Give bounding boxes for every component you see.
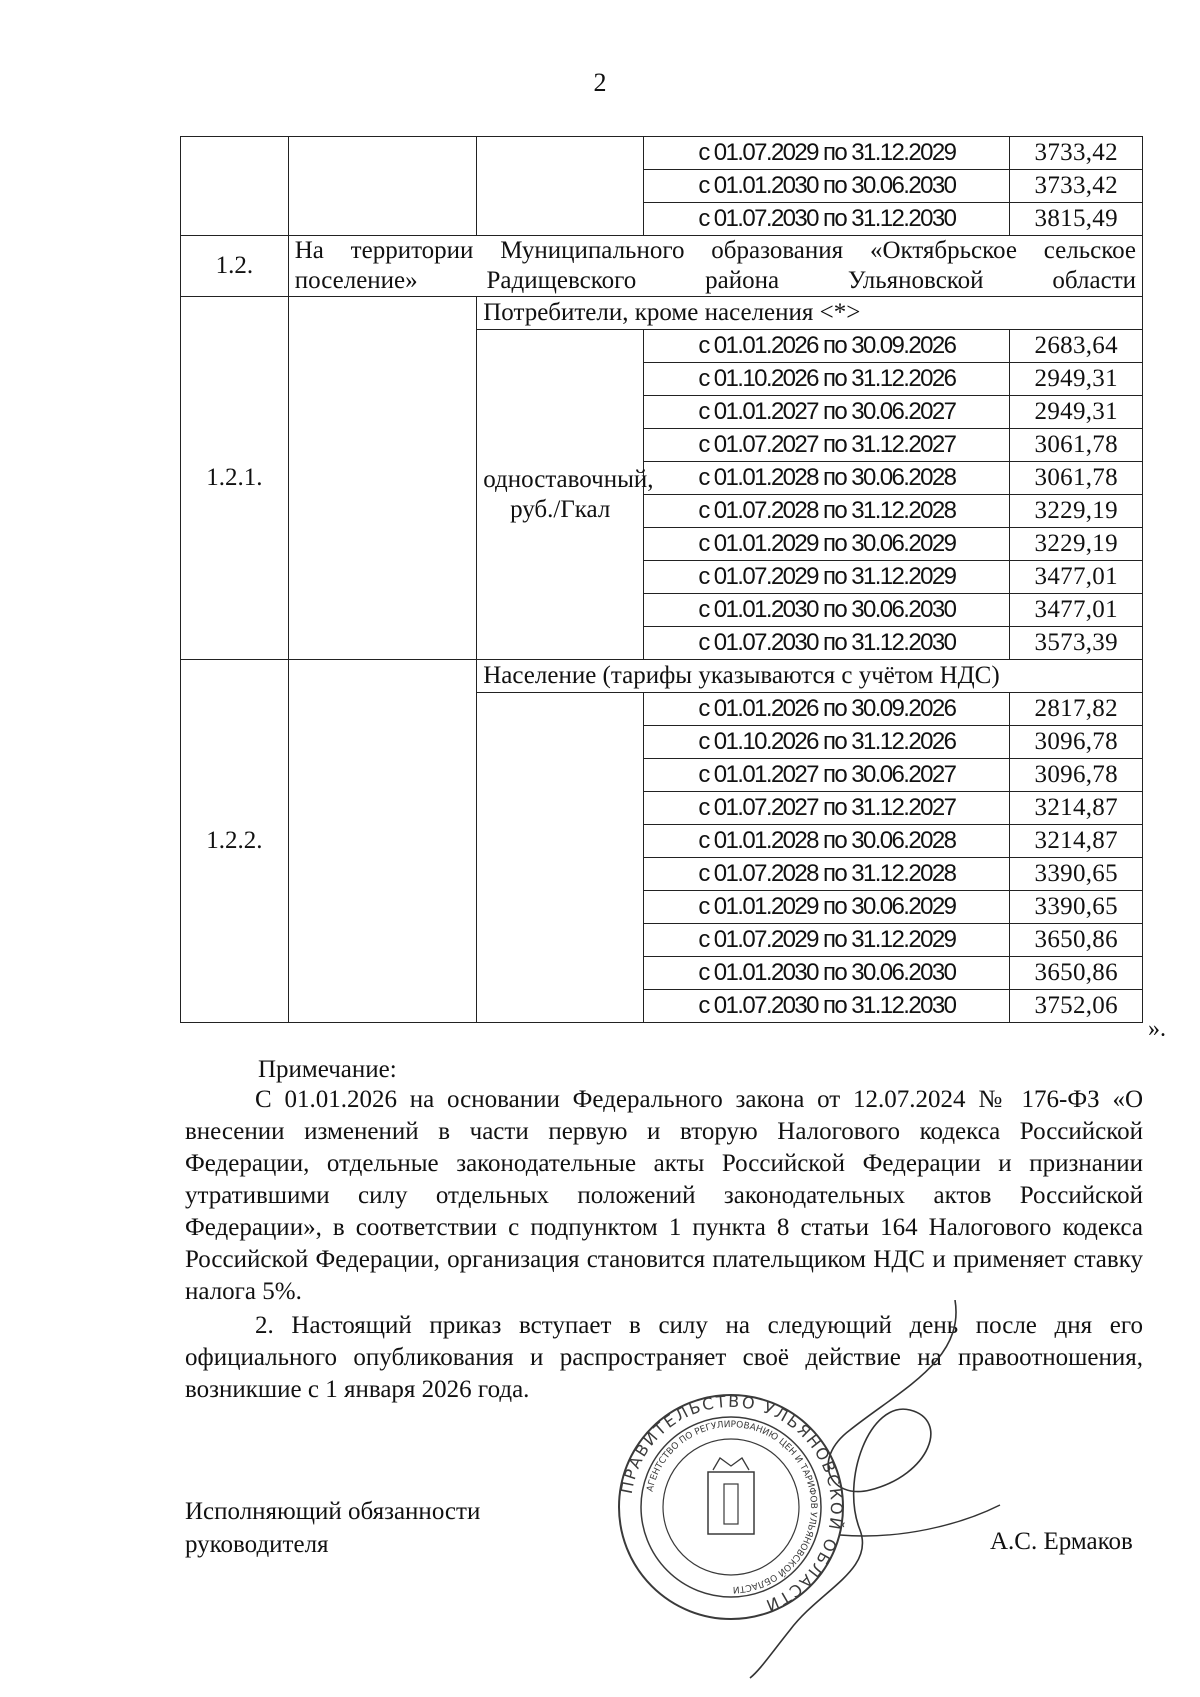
position-line-2: руководителя bbox=[185, 1531, 329, 1558]
section-heading: Потребители, кроме населения <*> bbox=[477, 297, 1143, 330]
tariff-value: 3390,65 bbox=[1010, 891, 1143, 924]
signatory-position bbox=[185, 1495, 480, 1561]
period-cell: с 01.01.2030 по 30.06.2030 bbox=[644, 594, 1010, 627]
period-cell: с 01.07.2029 по 31.12.2029 bbox=[644, 137, 1010, 170]
empty-cell bbox=[288, 660, 477, 1023]
period-cell: с 01.01.2027 по 30.06.2027 bbox=[644, 759, 1010, 792]
closing-quote: ». bbox=[1148, 1016, 1166, 1042]
period-cell: с 01.01.2027 по 30.06.2027 bbox=[644, 396, 1010, 429]
empty-cell bbox=[181, 137, 289, 236]
section-title: На территории Муниципального образования «Октябрьское сельское поселение» Радищевского района Ульяновской области bbox=[288, 236, 1142, 297]
empty-cell bbox=[477, 137, 644, 236]
tariff-value: 3061,78 bbox=[1010, 429, 1143, 462]
clause-2: 2. Настоящий приказ вступает в силу на следующий день после дня его официального опубликования и распространяет своё действие на правоотношения, возникшие с 1 января 2026 года. bbox=[185, 1312, 1143, 1403]
section-number: 1.2. bbox=[181, 236, 289, 297]
tariff-value: 3573,39 bbox=[1010, 627, 1143, 660]
period-cell: с 01.10.2026 по 31.12.2026 bbox=[644, 363, 1010, 396]
period-cell: с 01.01.2030 по 30.06.2030 bbox=[644, 957, 1010, 990]
tariff-value: 2683,64 bbox=[1010, 330, 1143, 363]
tariff-value: 3650,86 bbox=[1010, 957, 1143, 990]
period-cell: с 01.07.2028 по 31.12.2028 bbox=[644, 858, 1010, 891]
period-cell: с 01.01.2028 по 30.06.2028 bbox=[644, 825, 1010, 858]
period-cell: с 01.01.2029 по 30.06.2029 bbox=[644, 528, 1010, 561]
tariff-value: 3214,87 bbox=[1010, 792, 1143, 825]
svg-text:ПРАВИТЕЛЬСТВО УЛЬЯНОВСКОЙ ОБЛА: ПРАВИТЕЛЬСТВО УЛЬЯНОВСКОЙ ОБЛАСТИ bbox=[616, 1392, 846, 1616]
empty-cell bbox=[288, 137, 477, 236]
period-cell: с 01.07.2027 по 31.12.2027 bbox=[644, 792, 1010, 825]
tariff-value: 3229,19 bbox=[1010, 495, 1143, 528]
tariff-value: 3229,19 bbox=[1010, 528, 1143, 561]
tariff-value: 3733,42 bbox=[1010, 137, 1143, 170]
table-row bbox=[181, 297, 1143, 330]
page-number: 2 bbox=[593, 68, 607, 97]
section-number: 1.2.1. bbox=[181, 297, 289, 660]
tariff-value: 3214,87 bbox=[1010, 825, 1143, 858]
period-cell: с 01.10.2026 по 31.12.2026 bbox=[644, 726, 1010, 759]
section-number: 1.2.2. bbox=[181, 660, 289, 1023]
period-cell: с 01.01.2029 по 30.06.2029 bbox=[644, 891, 1010, 924]
period-cell: с 01.07.2030 по 31.12.2030 bbox=[644, 990, 1010, 1023]
tariff-value: 3815,49 bbox=[1010, 203, 1143, 236]
period-cell: с 01.01.2026 по 30.09.2026 bbox=[644, 330, 1010, 363]
official-stamp bbox=[616, 1392, 846, 1622]
tariff-value: 3096,78 bbox=[1010, 726, 1143, 759]
period-cell: с 01.07.2029 по 31.12.2029 bbox=[644, 924, 1010, 957]
period-cell: с 01.07.2029 по 31.12.2029 bbox=[644, 561, 1010, 594]
tariff-value: 2949,31 bbox=[1010, 396, 1143, 429]
tariff-table bbox=[180, 136, 1143, 1023]
section-heading: Население (тарифы указываются с учётом НДС) bbox=[477, 660, 1143, 693]
period-cell: с 01.01.2028 по 30.06.2028 bbox=[644, 462, 1010, 495]
tariff-value: 3096,78 bbox=[1010, 759, 1143, 792]
period-cell: с 01.01.2026 по 30.09.2026 bbox=[644, 693, 1010, 726]
table-row bbox=[181, 660, 1143, 693]
tariff-value: 3477,01 bbox=[1010, 594, 1143, 627]
empty-cell bbox=[288, 297, 477, 660]
tariff-value: 2949,31 bbox=[1010, 363, 1143, 396]
table-row bbox=[181, 137, 1143, 170]
unit-cell: одноставочный, руб./Гкал bbox=[477, 330, 644, 660]
period-cell: с 01.07.2027 по 31.12.2027 bbox=[644, 429, 1010, 462]
position-line-1: Исполняющий обязанности bbox=[185, 1498, 481, 1525]
table-row bbox=[181, 236, 1143, 297]
note-title: Примечание: bbox=[258, 1056, 397, 1083]
tariff-value: 3477,01 bbox=[1010, 561, 1143, 594]
tariff-value: 3390,65 bbox=[1010, 858, 1143, 891]
empty-cell bbox=[477, 693, 644, 1023]
tariff-value: 2817,82 bbox=[1010, 693, 1143, 726]
period-cell: с 01.01.2030 по 30.06.2030 bbox=[644, 170, 1010, 203]
note-text: С 01.01.2026 на основании Федерального закона от 12.07.2024 № 176-ФЗ «О внесении изменений в части первую и вторую Налогового кодекса Российской Федерации, отдельные законодательные акты Российской Федерации и признании утратившими силу отдельных положений законодательных актов Российской Федерации», в соответствии с подпунктом 1 пункта 8 статьи 164 Налогового кодекса Российской Федерации, организация становится плательщиком НДС и применяет ставку налога 5%. bbox=[185, 1086, 1143, 1305]
period-cell: с 01.07.2030 по 31.12.2030 bbox=[644, 627, 1010, 660]
tariff-table-body bbox=[181, 137, 1143, 1023]
signatory-name: А.С. Ермаков bbox=[990, 1528, 1133, 1555]
tariff-value: 3733,42 bbox=[1010, 170, 1143, 203]
period-cell: с 01.07.2028 по 31.12.2028 bbox=[644, 495, 1010, 528]
tariff-value: 3650,86 bbox=[1010, 924, 1143, 957]
tariff-value: 3061,78 bbox=[1010, 462, 1143, 495]
tariff-value: 3752,06 bbox=[1010, 990, 1143, 1023]
period-cell: с 01.07.2030 по 31.12.2030 bbox=[644, 203, 1010, 236]
svg-text:АГЕНТСТВО ПО РЕГУЛИРОВАНИЮ ЦЕН: АГЕНТСТВО ПО РЕГУЛИРОВАНИЮ ЦЕН И ТАРИФОВ УЛЬЯНОВСКОЙ ОБЛАСТИ bbox=[645, 1419, 819, 1595]
